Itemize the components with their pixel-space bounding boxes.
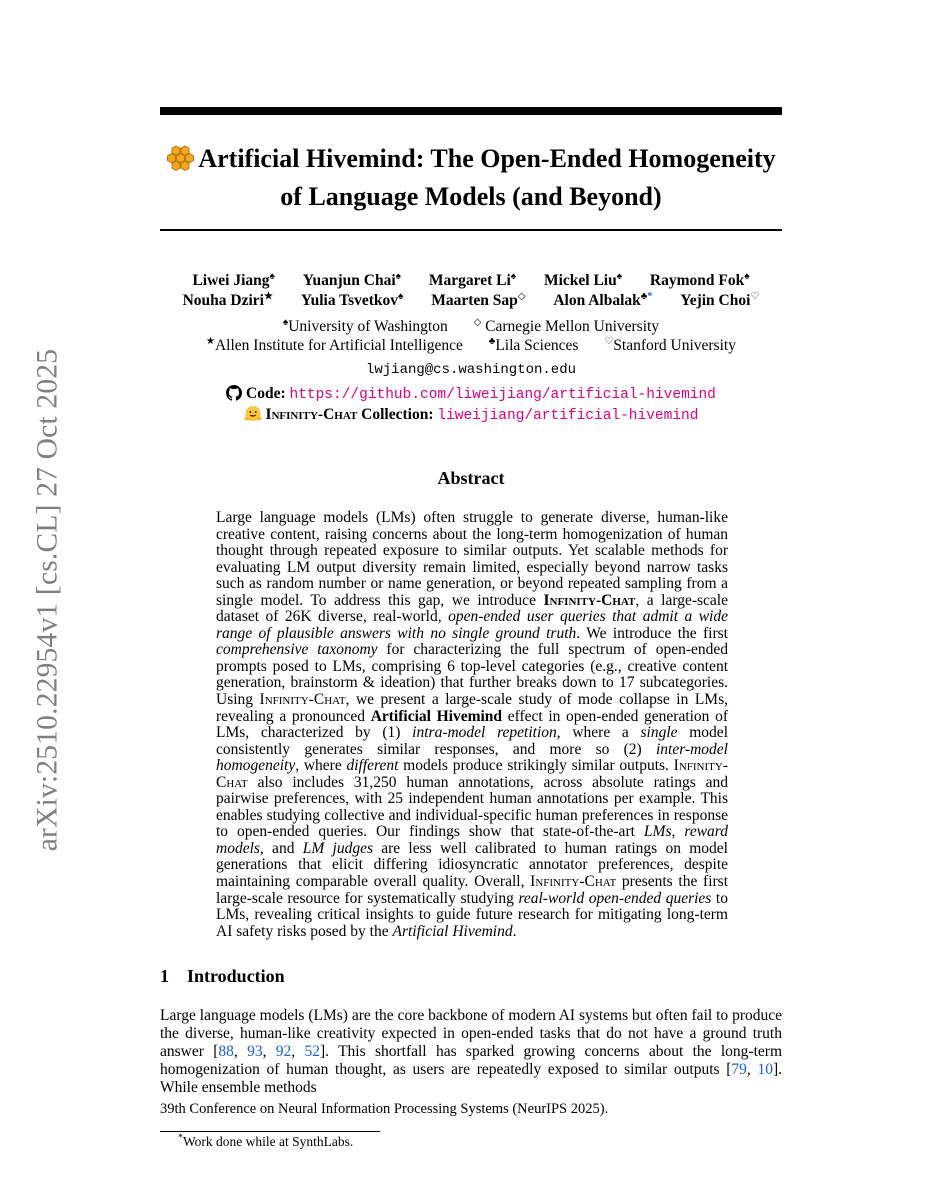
affiliation-row-1: [160, 318, 782, 336]
author: Alon Albalak♣*: [553, 290, 653, 309]
citation-link[interactable]: 52: [304, 1043, 320, 1060]
code-url-link[interactable]: https://github.com/liweijiang/artificial-hivemind: [289, 387, 716, 403]
affiliation: ♡Stanford University: [604, 335, 736, 354]
author: Yulia Tsvetkov♠: [300, 290, 404, 309]
citation-link[interactable]: 93: [247, 1043, 263, 1060]
arxiv-identifier: arXiv:2510.22954v1 [cs.CL] 27 Oct 2025: [31, 348, 64, 852]
author: Liwei Jiang♠: [192, 270, 275, 289]
abstract-body: Large language models (LMs) often struggle to generate diverse, human-like creative content, raising concerns about the long-term homogenization of human thought through repeated exposure to similar outputs. Yet scalable methods for evaluating LM output diversity remain limited, especially beyond narrow tasks such as random number or name generation, or beyond repeated sampling from a single model. To address this gap, we introduce Infinity-Chat, a large-scale dataset of 26K diverse, real-world, open-ended user queries that admit a wide range of plausible answers with no single ground truth. We introduce the first comprehensive taxonomy for characterizing the full spectrum of open-ended prompts posed to LMs, comprising 6 top-level categories (e.g., creative content generation, brainstorm & ideation) that further breaks down to 17 subcategories. Using Infinity-Chat, we present a large-scale study of mode collapse in LMs, revealing a pronounced Artificial Hivemind effect in open-ended generation of LMs, characterized by (1) intra-model repetition, where a single model consistently generates similar responses, and more so (2) inter-model homogeneity, where different models produce strikingly similar outputs. Infinity-Chat also includes 31,250 human annotations, across absolute ratings and pairwise preferences, with 25 independent human annotations per example. This enables studying collective and individual-specific human preferences in response to open-ended queries. Our findings show that state-of-the-art LMs, reward models, and LM judges are less well calibrated to human ratings on model generations that elicit differing idiosyncratic annotator preferences, despite maintaining comparable overall quality. Overall, Infinity-Chat presents the first large-scale resource for systematically studying real-world open-ended queries to LMs, revealing critical insights to guide future research for mitigating long-term AI safety risks posed by the Artificial Hivemind.: [216, 509, 729, 940]
section-number: 1: [160, 966, 169, 986]
introduction-body: Large language models (LMs) are the core backbone of modern AI systems but often fail to produce the diverse, human-like creativity expected in open-ended tasks that do not have a ground truth answer [88, 93, 92, 52]. This shortfall has sparked growing concerns about the long-term homogenization of human thought, as users are repeatedly exposed to similar outputs [79, 10]. While ensemble methods: [160, 1007, 783, 1096]
collection-label: Collection: [361, 406, 429, 423]
title-line-2: of Language Models (and Beyond): [280, 182, 662, 211]
author: Yejin Choi♡: [680, 290, 760, 309]
affiliation: ♣Lila Sciences: [488, 335, 579, 354]
contact-email[interactable]: lwjiang@cs.washington.edu: [365, 362, 577, 378]
honeycomb-icon: [166, 144, 196, 180]
author-row-2: [160, 292, 782, 310]
author: Yuanjun Chai♠: [302, 270, 401, 289]
title-bottom-rule: [160, 229, 782, 231]
github-icon: [226, 385, 242, 406]
abstract-heading: Abstract: [437, 468, 505, 488]
section-title: Introduction: [187, 966, 285, 986]
author: Margaret Li♠: [428, 270, 517, 289]
title-top-rule: [160, 107, 782, 115]
affiliation: ♠University of Washington: [282, 316, 448, 335]
author: Mickel Liu♠: [543, 270, 623, 289]
citation-link[interactable]: 92: [275, 1043, 292, 1060]
conference-note: 39th Conference on Neural Information Processing Systems (NeurIPS 2025).: [160, 1101, 609, 1117]
footnote-rule: [160, 1131, 380, 1132]
footnote: *Work done while at SynthLabs.: [178, 1132, 354, 1149]
collection-link[interactable]: liweijiang/artificial-hivemind: [437, 408, 699, 424]
author: Raymond Fok♠: [649, 270, 750, 289]
affiliation: ◇ Carnegie Mellon University: [473, 316, 660, 335]
author: Maarten Sap◇: [431, 290, 526, 309]
dataset-name: Infinity-Chat: [265, 406, 358, 423]
paper-title: [160, 142, 782, 213]
affiliation-row-2: [160, 337, 782, 355]
section-heading-introduction: [160, 966, 285, 987]
author: Nouha Dziri★: [182, 290, 273, 309]
citation-link[interactable]: 10: [757, 1061, 773, 1078]
code-label: Code: [246, 385, 281, 402]
title-line-1: Artificial Hivemind: The Open-Ended Homogeneity: [198, 144, 776, 173]
citation-link[interactable]: 88: [218, 1043, 234, 1060]
author-row-1: [160, 272, 782, 290]
collection-line: Infinity-Chat Collection: liweijiang/artificial-hivemind: [160, 406, 782, 427]
affiliation: ★Allen Institute for Artificial Intelligence: [206, 335, 463, 354]
code-line: Code: https://github.com/liweijiang/artificial-hivemind: [160, 385, 782, 406]
citation-link[interactable]: 79: [731, 1061, 747, 1078]
hugging-face-icon: [244, 406, 262, 427]
